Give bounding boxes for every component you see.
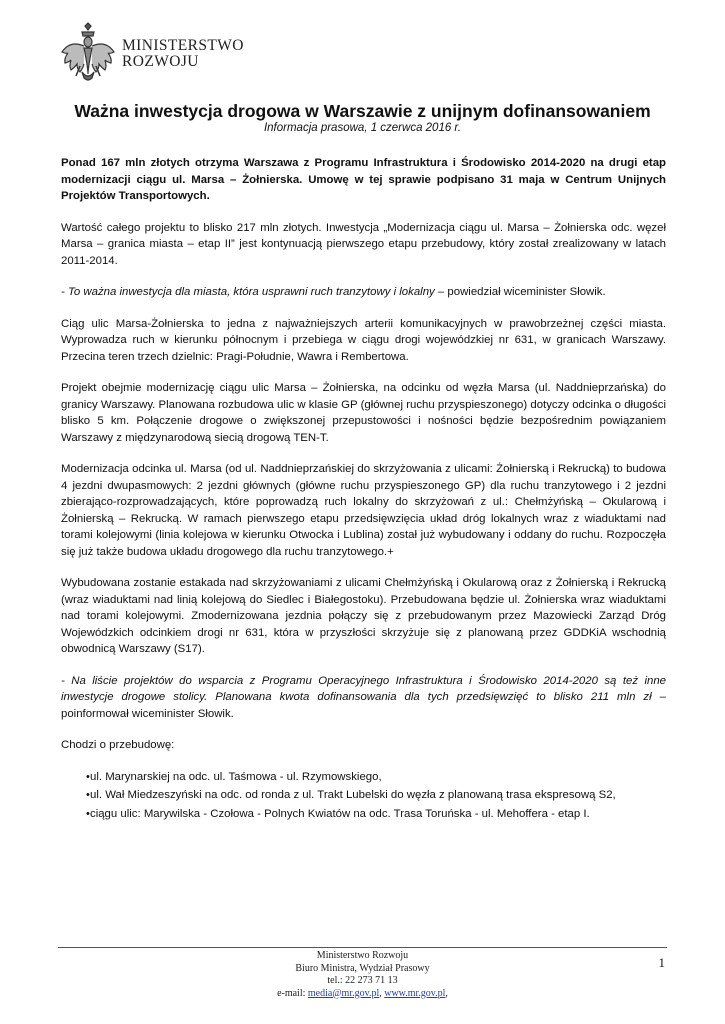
- list-item-text: ciągu ulic: Marywilska - Czołowa - Polnych Kwiatów na odc. Trasa Toruńska - ul. Mehoffera - etap I.: [90, 807, 590, 820]
- footer-ministry: Ministerstwo Rozwoju: [316, 950, 409, 961]
- paragraph-4: Modernizacja odcinka ul. Marsa (od ul. Naddnieprzańskiej do skrzyżowania z ulicami: Żołnierską i Rekrucką) to budowa 4 jezdni dwupasmowych: 2 jezdni głównych (główne ruchu przyspieszonego GP) dla ruchu tranzytowego i 2 jezdni zbierająco-rozprowadzających, które poprowadzą ruch lokalny do skrzyżowań z ul.: Chełmżyńską – Okularową i Żołnierską – Rekrucką. W ramach pierwszego etapu przedsięwzięcia układ dróg lokalnych wraz z wiaduktami nad torami kolejowymi (linia kolejowa w kierunku Otwocka i Lublina) został już wybudowany i oddany do ruchu. Rozpoczęła się już także budowa układu drogowego dla ruchu tranzytowego.+: [61, 463, 666, 558]
- quote-dash: -: [61, 674, 72, 687]
- email-link[interactable]: media@mr.gov.pl: [307, 987, 380, 999]
- investment-list: [61, 769, 666, 823]
- list-item: [61, 769, 666, 786]
- list-item-text: ul. Marynarskiej na odc. ul. Taśmowa - ul. Rzymowskiego,: [90, 770, 382, 783]
- ministry-name: [122, 38, 244, 70]
- quote-paragraph-1: [61, 284, 666, 301]
- quote-text: To ważna inwestycja dla miasta, która usprawni ruch tranzytowy i lokalny: [67, 286, 435, 298]
- page-number: 1: [658, 955, 665, 970]
- polish-eagle-emblem-icon: [58, 22, 118, 86]
- page-footer: [0, 950, 725, 1000]
- quote-dash: -: [61, 286, 68, 298]
- list-item-text: ul. Wał Miedzeszyński na odc. od ronda z ul. Trakt Lubelski do węzła z planowaną trasa ekspresową S2,: [90, 789, 616, 801]
- press-release-date: Informacja prasowa, 1 czerwca 2016 r.: [263, 122, 462, 134]
- lead-paragraph: Ponad 167 mln złotych otrzyma Warszawa z Programu Infrastruktura i Środowisko 2014-2020 na drugi etap modernizacji ciągu ul. Marsa – Żołnierska. Umowę w tej sprawie podpisano 31 maja w Centrum Unijnych Projektów Transportowych.: [61, 157, 666, 202]
- list-item: [61, 806, 666, 823]
- footer-contact: [0, 988, 725, 1001]
- footer-office: Biuro Ministra, Wydział Prasowy: [295, 962, 430, 974]
- paragraph-3: Projekt obejmie modernizację ciągu ulic Marsa – Żołnierska, na odcinku od węzła Marsa (ul. Naddnieprzańska) do granicy Warszawy. Planowana rozbudowa ulic w klasie GP (głównej ruchu przyspieszonego) dotyczy odcinka o długości blisko 5 km. Połączenie drogowe o zwiększonej przepustowości i nośności będzie bezpośrednim powiązaniem Warszawy z międzynarodową siecią drogową TEN-T.: [61, 382, 666, 444]
- quote-text: Na liście projektów do wsparcia z Programu Operacyjnego Infrastruktura i Środowisko 2014-2020 są też inne inwestycje drogowe stolicy. Planowana kwota dofinansowania dla tych przedsięwzięć to blisko 211 mln zł: [61, 674, 666, 703]
- bullet-icon: •: [86, 789, 90, 801]
- paragraph-2: Ciąg ulic Marsa-Żołnierska to jedna z najważniejszych arterii komunikacyjnych w prawobrzeżnej części miasta. Wyprowadza ruch w kierunku północnym i przebiega w ciągu drogi wojewódzkiej nr 631, w granicach Warszawy. Przecina teren trzech dzielnic: Pragi-Południe, Wawra i Rembertowa.: [61, 317, 666, 363]
- list-intro: Chodzi o przebudowę:: [61, 739, 175, 751]
- article-body: [61, 155, 666, 824]
- footer-suffix: ,: [445, 987, 448, 999]
- ministry-name-line1: MINISTERSTWO: [122, 37, 244, 54]
- press-release-title: Ważna inwestycja drogowa w Warszawie z unijnym dofinansowaniem: [74, 101, 651, 121]
- footer-separator: ,: [379, 987, 385, 999]
- quote-attribution: – powiedział wiceminister Słowik.: [434, 286, 606, 298]
- quote-paragraph-2: [61, 673, 666, 723]
- bullet-icon: •: [86, 770, 90, 783]
- paragraph-1: Wartość całego projektu to blisko 217 mln złotych. Inwestycja „Modernizacja ciągu ul. Marsa – Żołnierska odc. węzeł Marsa – granica miasta – etap II” jest kontynuacją pierwszego etapu przebudowy, który został zrealizowany w latach 2011-2014.: [61, 221, 666, 267]
- ministry-name-line2: ROZWOJU: [122, 53, 199, 70]
- quote-attribution: – poinformował wiceminister Słowik.: [61, 691, 666, 720]
- website-link[interactable]: www.mr.gov.pl: [384, 987, 446, 999]
- paragraph-5: Wybudowana zostanie estakada nad skrzyżowaniami z ulicami Chełmżyńską i Okularową oraz z Żołnierską i Rekrucką (wraz wiaduktami nad linią kolejową do Siedlec i Białegostoku). Przebudowana będzie ul. Żołnierska wraz wiaduktami nad torami kolejowymi. Zmodernizowana jezdnia połączy się z przebudowanym przez Mazowiecki Zarząd Dróg Wojewódzkich odcinkiem drogi nr 631, która w przyszłości skrzyżuje się z planowaną przez GDDKiA wschodnią obwodnicą Warszawy (S17).: [61, 577, 666, 655]
- footer-phone: tel.: 22 273 71 13: [327, 975, 398, 986]
- email-label: e-mail:: [277, 987, 308, 999]
- footer-divider: [58, 947, 667, 948]
- list-item: [61, 787, 666, 804]
- bullet-icon: •: [86, 807, 90, 820]
- page-header: [58, 22, 244, 86]
